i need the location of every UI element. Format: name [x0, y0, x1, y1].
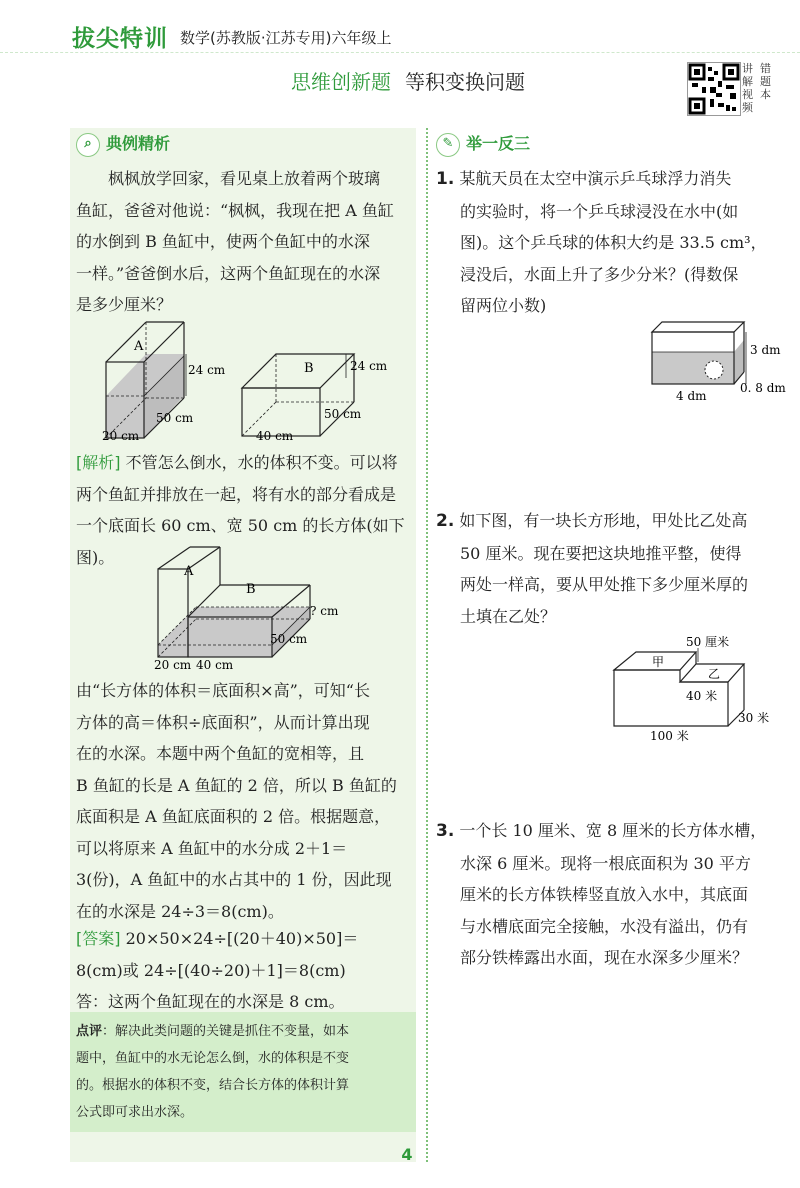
- text-line: 是多少厘米？: [76, 295, 173, 314]
- question-1-number: 1.: [436, 169, 455, 189]
- question-1-line-1: [436, 163, 782, 196]
- tank-b-width: 40 cm: [256, 429, 294, 443]
- text-line: 土填在乙处？: [460, 606, 557, 626]
- text-line: 的水倒到 B 鱼缸中，使两个鱼缸中的水深: [76, 232, 370, 251]
- example-problem: [76, 163, 412, 321]
- tank-depth-label: 0. 8 dm: [740, 381, 786, 395]
- unknown-height: ? cm: [310, 604, 339, 618]
- qr-label-char: 讲: [742, 62, 753, 75]
- explanation-block: [76, 675, 412, 927]
- section-title: 思维创新题: [291, 70, 391, 94]
- comment-label: 点评: [76, 1024, 103, 1039]
- text-line: 的。根据水的体积不变，结合长方体的体积计算: [76, 1078, 350, 1093]
- header-divider: [0, 52, 800, 53]
- text-line: 不管怎么倒水，水的体积不变。可以将: [125, 453, 398, 472]
- plot-mid-label: 40 米: [686, 689, 718, 703]
- text-line: 厘米的长方体铁棒竖直放入水中，其底面: [460, 885, 749, 904]
- answer-tag: [答案]: [76, 929, 121, 948]
- combined-w2: 40 cm: [196, 658, 234, 671]
- answer-block: [76, 923, 412, 1018]
- combined-b-label: B: [246, 582, 256, 597]
- text-line: 与水槽底面完全接触，水没有溢出，仍有: [460, 916, 749, 936]
- text-line: 一个底面长 60 cm、宽 50 cm 的长方体(如下图)。: [76, 516, 405, 567]
- text-line: 如下图，有一块长方形地，甲处比乙处高: [459, 511, 748, 530]
- section-subtitle: 等积变换问题: [405, 70, 525, 94]
- land-figure: [610, 630, 780, 745]
- section-heading: [291, 66, 525, 95]
- text-line: 一个长 10 厘米、宽 8 厘米的长方体水槽，: [459, 821, 767, 840]
- text-line: 的实验时，将一个乒乓球浸没在水中(如: [460, 201, 739, 221]
- text-line: 可以将原来 A 鱼缸中的水分成 2＋1＝: [76, 838, 348, 858]
- text-line: 3(份)，A 鱼缸中的水占其中的 1 份，因此现: [76, 870, 392, 889]
- question-2-line-1: [436, 505, 782, 538]
- qr-code-icon[interactable]: [687, 62, 741, 116]
- analysis-line-1: [76, 447, 412, 479]
- text-line: 方体的高＝体积÷底面积”，从而计算出现: [76, 712, 370, 732]
- text-line: 公式即可求出水深。: [76, 1105, 194, 1120]
- text-line: 底面积是 A 鱼缸底面积的 2 倍。根据题意，: [76, 807, 391, 826]
- tank-a-depth: 50 cm: [156, 411, 194, 425]
- text-line: 某航天员在太空中演示乒乓球浮力消失: [459, 169, 732, 188]
- text-line: 图)。这个乒乓球的体积大约是 33.5 cm³，: [460, 233, 767, 252]
- two-tanks-figure: [96, 318, 396, 444]
- combined-a-label: A: [184, 564, 194, 579]
- tank-a-label: A: [134, 339, 144, 354]
- comment-text: [76, 1018, 412, 1126]
- ping-pong-tank-figure: [646, 318, 786, 406]
- text-line: 枫枫放学回家，看见桌上放着两个玻璃: [108, 169, 381, 188]
- tank-b-label: B: [304, 361, 314, 376]
- comment-line: [76, 1018, 412, 1045]
- plot-jia-label: 甲: [652, 655, 665, 669]
- tank-a-width: 20 cm: [102, 429, 140, 443]
- plot-length-label: 100 米: [650, 729, 689, 743]
- magnifier-icon: ⌕: [76, 133, 100, 157]
- question-2: [436, 505, 782, 632]
- practice-tag-label: 举一反三: [466, 134, 531, 153]
- column-divider: [426, 128, 428, 1162]
- height-diff-label: 50 厘米: [686, 635, 730, 649]
- text-line: 留两位小数): [460, 296, 547, 315]
- qr-label-char: 解: [742, 75, 753, 88]
- pencil-icon: ✎: [436, 133, 460, 157]
- combined-tank-figure: [150, 545, 390, 671]
- tank-width-label: 4 dm: [676, 389, 707, 403]
- analysis-tag: [解析]: [76, 453, 121, 472]
- brand-title: 拔尖特训: [72, 26, 168, 52]
- text-line: 在的水深。本题中两个鱼缸的宽相等，且: [76, 744, 365, 763]
- example-tag-label: 典例精析: [106, 134, 171, 153]
- tank-b-height: 24 cm: [350, 359, 388, 373]
- text-line: 8(cm)或 24÷[(40÷20)＋1]＝8(cm): [76, 960, 346, 980]
- qr-label-char: 本: [760, 88, 771, 101]
- qr-label-char: 频: [742, 101, 753, 114]
- text-line: ：解决此类问题的关键是抓住不变量，如本: [102, 1024, 350, 1039]
- text-line: 题中，鱼缸中的水无论怎么倒，水的体积是不变: [76, 1051, 350, 1066]
- tank-a-height: 24 cm: [188, 363, 226, 377]
- text-line: B 鱼缸的长是 A 鱼缸的 2 倍，所以 B 鱼缸的: [76, 775, 397, 795]
- book-subject: 数学(苏教版·江苏专用)六年级上: [180, 29, 392, 47]
- combined-w1: 20 cm: [154, 658, 192, 671]
- plot-yi-label: 乙: [708, 667, 721, 681]
- text-line: 部分铁棒露出水面，现在水深多少厘米？: [460, 948, 749, 967]
- question-3: [436, 815, 782, 974]
- text-line: 20×50×24÷[(20＋40)×50]＝: [125, 929, 359, 948]
- text-line: 水深 6 厘米。现将一根底面积为 30 平方: [460, 853, 751, 873]
- text-line: 由“长方体的体积＝底面积×高”，可知“长: [76, 681, 370, 700]
- combined-depth: 50 cm: [270, 632, 308, 646]
- text-line: 浸没后，水面上升了多少分米？(得数保: [460, 264, 739, 284]
- text-line: 鱼缸，爸爸对他说：“枫枫，我现在把 A 鱼缸: [76, 200, 394, 220]
- qr-label-char: 题: [760, 75, 771, 88]
- practice-tag: [436, 131, 530, 157]
- text-line: 在的水深是 24÷3＝8(cm)。: [76, 901, 284, 921]
- tank-b-depth: 50 cm: [324, 407, 362, 421]
- plot-depth-label: 30 米: [738, 711, 770, 725]
- text-line: 一样。”爸爸倒水后，这两个鱼缸现在的水深: [76, 263, 381, 283]
- qr-label-char: 视: [742, 88, 753, 101]
- text-line: 两个鱼缸并排放在一起，将有水的部分看成是: [76, 484, 397, 504]
- question-1: [436, 163, 782, 322]
- qr-label: [742, 62, 778, 114]
- question-2-number: 2.: [436, 511, 455, 531]
- question-3-line-1: [436, 815, 782, 848]
- text-line: 50 厘米。现在要把这块地推平整，使得: [460, 543, 742, 563]
- text-line: 两处一样高，要从甲处推下多少厘米厚的: [460, 575, 749, 594]
- text-line: 答：这两个鱼缸现在的水深是 8 cm。: [76, 992, 345, 1011]
- question-3-number: 3.: [436, 821, 455, 841]
- qr-label-char: 错: [760, 62, 771, 75]
- page-number: 4: [401, 1145, 413, 1164]
- answer-line-1: [76, 923, 412, 955]
- tank-height-label: 3 dm: [750, 343, 781, 357]
- example-tag: [76, 131, 170, 157]
